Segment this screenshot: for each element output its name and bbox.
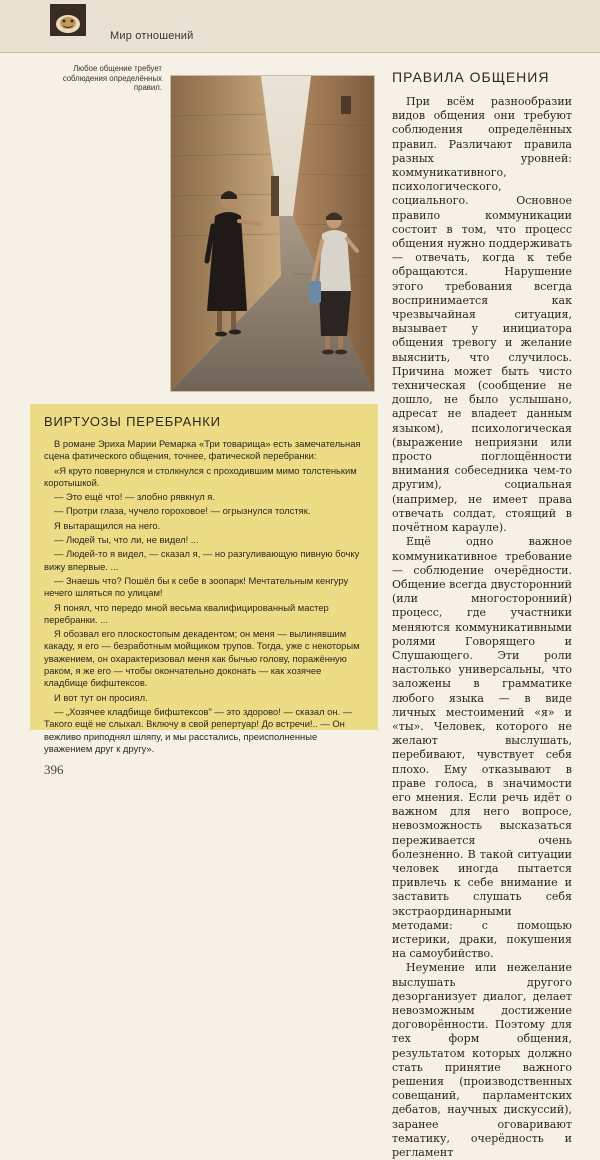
page-header <box>0 0 600 53</box>
chapter-emblem-icon <box>50 4 86 36</box>
sidebar-paragraph: — Людей ты, что ли, не видел! ... <box>54 534 199 546</box>
sidebar-paragraph: — Это ещё что! — злобно рявкнул я. <box>54 491 215 503</box>
sidebar-paragraph: Я обозвал его плоскостопым декадентом; он меня — вылинявшим какаду, я его — безработным мойщиком трупов. Тогда, уже с некоторым уважением, он охарактеризовал меня как бычью голову, поражённую раком, я же его — чтобы окончательно доконать — как хозячее кладбище бифштексов. <box>44 628 360 689</box>
sidebar-paragraph: — Знаешь что? Пошёл бы к себе в зоопарк! Мечтательным кенгуру нечего шляться по улицам! <box>44 574 349 599</box>
sidebar-paragraph: «Я круто повернулся и столкнулся с проходившим мимо толстеньким коротышкой. <box>44 464 357 488</box>
sidebar-box <box>30 404 378 754</box>
article-body <box>392 95 572 1160</box>
sidebar-body <box>44 438 366 754</box>
article-paragraph: При всём разнообразии видов общения они требуют соблюдения определённых правил. Различают правила разных уровней: коммуникативного, психологического, социального. Основное правило коммуникации состоит в том, что процесс общения нужно поддерживать — отвечать, когда к тебе обращаются. Нарушение этого требования всегда воспринимается как чрезвычайная ситуация, вызывает у инициатора общения тревогу и желание выяснить, что случилось. Причина может быть чисто техническая (сообщение не дошло, не было услышано, адресат не владеет данным языком), психологическая (выражение неприязни или просто поглощённости внимания собеседника чем-то другим), социальная (например, не имеет права отвечать солдат, стоящий в почётном карауле). <box>392 95 572 535</box>
sidebar-paragraph: И вот тут он просиял. <box>54 691 148 703</box>
sidebar-paragraph: — „Хозячее кладбище бифштексов" — это здорово! — сказал он. — Такого ещё не слыхал. Включу в свой репертуар! До встречи!.. — Он вежливо приподнял шляпу, и мы расстались, преисполненные уважением друг к другу». <box>44 705 353 754</box>
photo-two-women-in-alley <box>170 75 375 392</box>
sidebar-title: ВИРТУОЗЫ ПЕРЕБРАНКИ <box>44 414 221 429</box>
sidebar-paragraph: В романе Эриха Марии Ремарка «Три товарища» есть замечательная сцена фатического общения, точнее, фатической перебранки: <box>44 438 361 462</box>
page-number: 396 <box>44 762 64 777</box>
sidebar-paragraph: Я вытаращился на него. <box>54 519 161 531</box>
section-title: Мир отношений <box>110 30 194 42</box>
article-paragraph: Неумение или нежелание выслушать другого дезорганизует диалог, делает невозможным достижение договорённости. Поэтому для тех форм общения, результатом которых должно стать принятие важного решения (производственных совещаний, парламентских дебатов, научных дискуссий), заранее оговаривают тематику, очерёдность и регламент <box>392 961 572 1160</box>
article-paragraph: Ещё одно важное коммуникативное требование — соблюдение очерёдности. Общение всегда двусторонний (или многосторонний) процесс, где участники меняются коммуникативными ролями Говорящего и Слушающего. Эти роли настолько универсальны, что заложены в грамматике любого языка — в виде личных местоимений «я» и «ты». Человек, которого не желают выслушать, перебивают, чувствует себя плохо. Ему отказывают в праве голоса, в значимости его мнения. Если речь идёт о важном для него вопросе, невозможность высказаться переживается очень болезненно. В такой ситуации человек иногда пытается привлечь к себе внимание и заставить слушать себя экстраординарными методами: с помощью истерики, драки, покушения на самоубийство. <box>392 535 572 961</box>
sidebar-paragraph: Я понял, что передо мной весьма квалифицированный мастер перебранки. ... <box>44 601 329 625</box>
photo-caption: Любое общение требует соблюдения определённых правил. <box>62 64 162 93</box>
article-title: ПРАВИЛА ОБЩЕНИЯ <box>392 69 550 85</box>
sidebar-paragraph: — Людей-то я видел, — сказал я, — но разгуливающую пивную бочку вижу впервые. ... <box>44 548 360 572</box>
sidebar-paragraph: — Протри глаза, чучело гороховое! — огрызнулся толстяк. <box>54 505 311 517</box>
